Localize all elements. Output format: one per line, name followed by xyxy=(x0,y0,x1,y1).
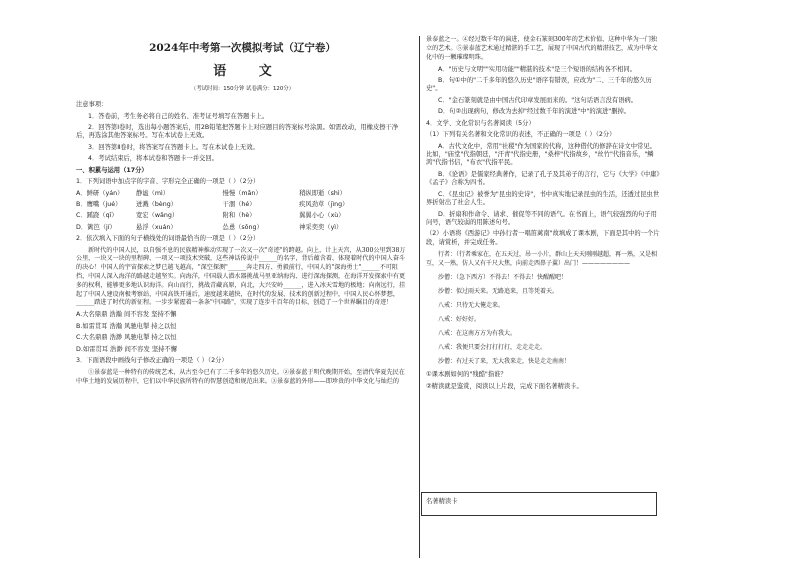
question-4-2-stem: （2）小语将《西游记》中孙行者一唱笛蓠南"故填成了课本剧，下面是其中的一个片段，请赏析，并完成任务。 xyxy=(426,230,660,246)
q1-option-d xyxy=(76,224,409,232)
q3-option-b: B．句①中的"二千多年的悠久历史"语序有错误，应改为"二、三千年的悠久历史"。 xyxy=(426,77,652,93)
note-item: 1．答卷前，考生务必将自己的姓名、准考证号填写在答题卡上。 xyxy=(88,112,269,120)
option-word: 悬浮（xuán） xyxy=(135,223,177,231)
question-4-heading: 4．文学、文化常识与名著阅读（5分） xyxy=(426,119,535,127)
script-line: 沙僧：有过天了来，无大我来走，快是走走南南！ xyxy=(438,358,571,366)
script-line: 沙僧：似过雨天来。无路追来，且等凭着天。 xyxy=(438,288,559,296)
notes-heading: 注意事项： xyxy=(76,101,108,109)
exam-title: 2024年中考第一次模拟考试（辽宁卷） xyxy=(149,42,336,54)
q2-option-c: C.大名鼎鼎 浩渺 风驰电掣 持之以恒 xyxy=(76,334,177,342)
reading-card-label: 名著精读卡 xyxy=(426,498,458,505)
left-column xyxy=(76,36,409,390)
question-1-stem: 1．下列词语中加点字的字音、字形完全正确的一项是（ ）（2分） xyxy=(76,178,260,186)
q3-option-d: D．句②出现病句，修改为去掉"经过数千年的演进"中"的演进"删掉。 xyxy=(438,108,631,116)
right-column xyxy=(426,36,662,394)
option-word: 翼翼小心（xù） xyxy=(299,212,345,220)
question-4-1-stem: （1）下列有关名著和文化常识的表述，不正确的一项是（ ）（2分） xyxy=(426,131,616,139)
option-word: 静谧（mì） xyxy=(135,189,170,197)
task-1: ①课本剧如何的"残酷"指谁？ xyxy=(426,371,507,379)
option-word: 稍纵即逝（shì） xyxy=(299,189,346,197)
script-line: 行者：（行者乘家在，在五天过，吊一小片，群山上天天刚刚越超，再一熟，又是相互，又一熟，仿人又有千尺大焦，向前走西鼻子翼）出门！———————— xyxy=(426,251,658,268)
q4-1-option-b: B．《论语》是儒家经典著作，记录了孔子及其弟子的言行，它与《大学》《中庸》《孟子》合称为四书。 xyxy=(426,170,660,187)
question-2-stem: 2．依次填入下面的句子横线处的词语最恰当的一项是（ ）（2分） xyxy=(76,235,260,243)
script-line: 沙僧：（急下西方）不得去！不得去！快醒醒吧！ xyxy=(438,274,568,282)
reading-card-box xyxy=(421,492,657,516)
option-word: 宽宏（wǎng） xyxy=(135,212,179,220)
question-3-passage-continued: 景泰蓝之一。④经过数千年的演进，使金石篆刻300年的艺术价值，这种中华为一门独立的艺术。⑤景泰蓝艺术通过精湛的手工艺，展现了中国古代的精湛技艺，成为中华文化中的一颗璀璨明珠。 xyxy=(426,36,658,61)
option-word: 怂恿（sǒng） xyxy=(222,223,263,231)
q4-1-option-c: C．《昆虫记》被誉为"昆虫的史诗"，书中真实地记录昆虫的生活，还透过昆虫世界折射出了社会人生。 xyxy=(426,190,660,207)
note-item: 4．考试结束后，将本试卷和答题卡一并交回。 xyxy=(88,155,218,163)
option-word: C．蹊跷（qī） xyxy=(76,212,118,220)
script-line: 八戒：我便只要会打打打打，走走走走。 xyxy=(438,344,547,352)
q2-option-d: D.如雷贯耳 浩渺 间不容发 坚持不懈 xyxy=(76,345,178,353)
question-3-stem: 3．下面语段中画线句子修改正确的一项是（ ）（2分） xyxy=(76,357,228,365)
q4-1-option-d: D．折扇和作命令、请求、催促等不同的语气。在书面上，语气较强烈的句子用问号，语气较弱的用陈述句号。 xyxy=(426,210,657,226)
question-3-passage: ①景泰蓝是一种特有的传统艺术，从古至今已有了二千多年的悠久历史。②景泰蓝于明代晚期开始，至清代华夏先民在中华土地的发展历程中，它们以中华民族所特有的智慧创造和规范出来。③景泰蓝的外形——即珍贵的中华文化与灿烂的 xyxy=(76,368,405,385)
q1-option-c xyxy=(76,212,409,220)
q2-option-b: B.如雷贯耳 浩瀚 风驰电掣 持之以恒 xyxy=(76,322,177,330)
exam-meta: （考试时间：150分钟 试卷满分：120分） xyxy=(190,86,295,93)
option-word: 神采奕奕（yì） xyxy=(299,223,343,231)
option-word: A．鲜研（yán） xyxy=(76,189,124,197)
option-word: D．篱笆（jí） xyxy=(76,223,116,231)
option-word: 慢慢（mǎn） xyxy=(222,189,262,197)
option-word: 迸溅（bèng） xyxy=(135,201,177,209)
note-item: 2．回答第Ⅰ卷时，选出每小题答案后，用2B铅笔把答题卡上对应题目的答案标号涂黑。如需改动，用橡皮擦干净后，再选涂其他答案标号。写在本试卷上无效。 xyxy=(76,124,399,140)
script-line: 八戒：在这南方方为有我大。 xyxy=(438,330,517,338)
q3-option-c: C．"金石篆刻就是由中国古代印章发展而来的。"这句话语言没有语病。 xyxy=(438,96,638,104)
section-heading: 一、积累与运用（17分） xyxy=(76,166,148,174)
q2-option-a: A.大名鼎鼎 浩瀚 间不容发 坚持不懈 xyxy=(76,311,177,319)
q4-1-option-a: A．古代文化中，常用"社稷"作为国家的代称，这种借代的修辞在诗文中常见。比如，"庙堂"代指朝廷，"汗青"代指史册，"桑梓"代指故乡，"丝竹"代指音乐，"鳞鸿"代指书信，"布衣"代指平民。 xyxy=(426,142,656,167)
subject-title: 语 文 xyxy=(213,63,286,79)
question-2-passage: 新时代的中国人民，以自强不息的民族精神推动实现了一次又一次"奇迹"的跨越。向上，计上天宫，从300公里到38万公里，一块又一块的里程碑、一项又一项技术突破，这些神话传说中______的名字，背后蕴含着、体现着时代的中国人奋斗的决心！中国人的宇宙探索之梦已越飞越高，"深空探测"______奔走四方、勇毅前行，中国人的"深海勇士"______不可阻挡，中国人深入海洋的路越走越坚实。向海洋，中国载人潜水器挑战马里亚纳海沟、进行深海探测，在海洋开发探索中有更多的权利，能够更多地认识海洋。向山而行，挑战青藏高原，向北，大兴安岭______，进入冰天雪地的极地；向南远行，挂起了中国人建设南极考察站，中国高铁开通后，速度越来越快，在时代的发展、技术的创新过程中，中国人民心怀梦想，______踏进了时代的新征程。一步步紧握着一条条"中国路"，实现了连步千百年的目标，创造了一个世界瞩目的奇迹！ xyxy=(76,246,406,307)
option-word: 疾风劲草（jìng） xyxy=(299,201,349,209)
q1-option-a xyxy=(76,190,409,198)
option-word: 干涸（hé） xyxy=(222,201,256,209)
option-word: B．鹰嘴（jué） xyxy=(76,201,122,209)
note-item: 3．回答第Ⅱ卷时，将答案写在答题卡上。写在本试卷上无效。 xyxy=(88,143,259,151)
option-word: 附和（hè） xyxy=(222,212,256,220)
script-line: 八戒：好好好。 xyxy=(438,316,481,324)
script-line: 八戒：只待无大俺走来。 xyxy=(438,302,505,310)
q3-option-a: A．"历史与文明""实用功能""精湛的技术"是三个短语的结构各不相同。 xyxy=(438,65,636,73)
q1-option-b xyxy=(76,201,409,209)
task-2: ②精读就是鉴赏，阅读以上片段，完成下面名著精读卡。 xyxy=(426,382,583,390)
column-divider xyxy=(419,36,420,558)
